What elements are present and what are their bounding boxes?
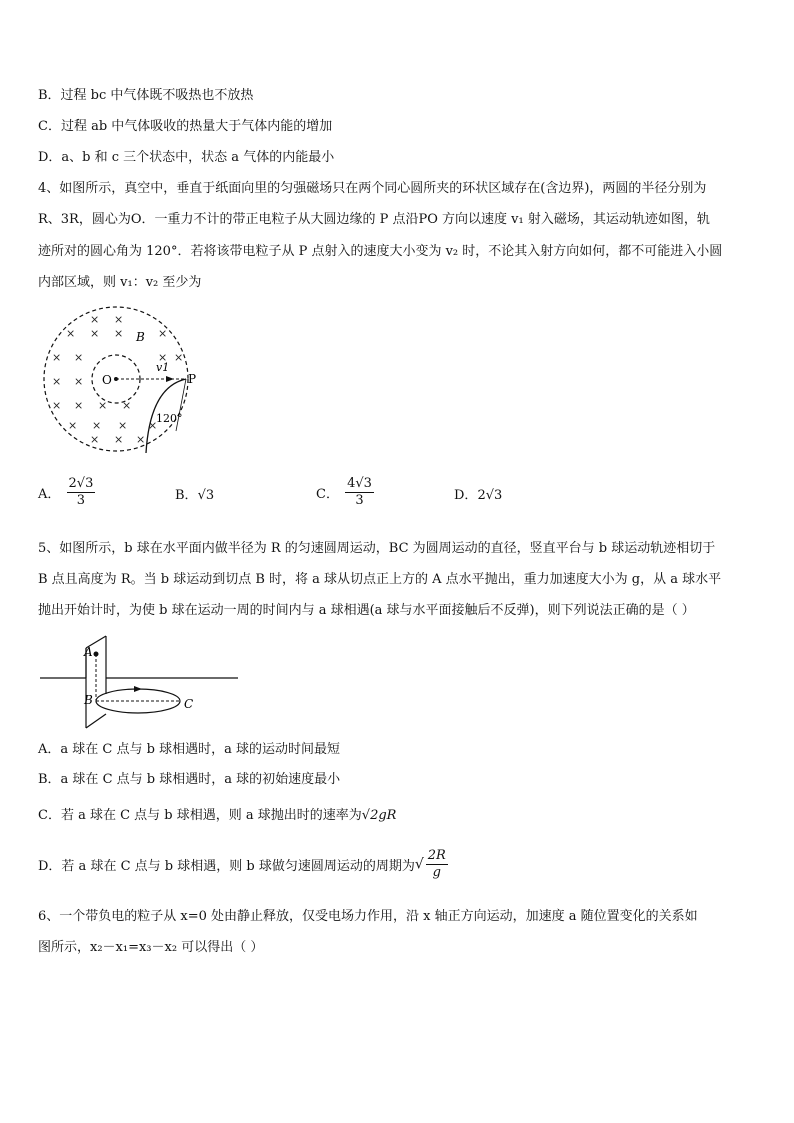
q5-fig-label-a: A [84,645,93,659]
q4-choice-b-value: √3 [197,488,215,503]
q4-fig-label-v1: v1 [156,361,170,374]
svg-text:×: × [122,399,132,412]
svg-text:×: × [92,419,102,432]
svg-text:×: × [158,327,168,340]
q4-line3: 迹所对的圆心角为 120°．若将该带电粒子从 P 点射入的速度大小变为 v₂ 时，不论其入射方向如何，都不可能进入小圆 [38,244,723,259]
svg-text:×: × [114,433,124,446]
q4-fig-label-angle: 120° [156,412,183,425]
q4-fig-label-p: P [188,372,197,386]
q5-option-d-num: 2R [427,848,446,863]
option-c-prev: C．过程 ab 中气体吸收的热量大于气体内能的增加 [38,119,333,134]
svg-text:×: × [74,351,84,364]
svg-text:×: × [52,399,62,412]
q4-choice-c[interactable]: C． $\frac{4√3}{3}$ [316,476,372,508]
q4-choice-a[interactable]: A． $\frac{2√3}{3}$ [38,476,94,508]
svg-text:×: × [118,419,128,432]
svg-text:×: × [90,433,100,446]
q5-fig-label-c: C [184,697,194,711]
svg-text:×: × [174,351,184,364]
q4-fig-label-b: B [136,330,145,344]
q6-line1: 6、一个带负电的粒子从 x=0 处由静止释放，仅受电场力作用，沿 x 轴正方向运动，加速度 a 随位置变化的关系如 [38,909,698,924]
q6-line2: 图所示，x₂－x₁=x₃－x₂ 可以得出（ ） [38,940,264,955]
svg-text:×: × [158,351,168,364]
q5-option-c-expr: √2gR [361,808,397,823]
q5-option-b[interactable]: B．a 球在 C 点与 b 球相遇时，a 球的初始速度最小 [38,772,341,787]
svg-text:×: × [52,375,62,388]
svg-text:×: × [148,419,158,432]
q4-choice-a-num: 2√3 [68,476,94,491]
q4-choice-a-den: 3 [76,493,86,508]
q5-line1: 5、如图所示，b 球在水平面内做半径为 R 的匀速圆周运动，BC 为圆周运动的直径，竖直平台与 b 球运动轨迹相切于 [38,541,716,556]
q4-choice-d-value: 2√3 [477,488,503,503]
svg-text:×: × [98,399,108,412]
q4-choice-b[interactable]: B．√3 [175,488,215,503]
svg-text:×: × [74,375,84,388]
q4-choice-d[interactable]: D．2√3 [454,488,503,503]
svg-text:×: × [90,327,100,340]
svg-text:×: × [114,327,124,340]
q4-choice-c-num: 4√3 [347,476,372,491]
svg-text:×: × [90,313,100,326]
q4-line1: 4、如图所示，真空中，垂直于纸面向里的匀强磁场只在两个同心圆所夹的环状区域存在(含边界)，两圆的半径分别为 [38,181,707,196]
svg-text:×: × [136,433,146,446]
q5-fig-label-b: B [84,693,93,707]
q4-fig-label-o: O [102,373,112,387]
q4-magnetic-field-figure [38,305,198,455]
q4-line2: R、3R，圆心为O．一重力不计的带正电粒子从大圆边缘的 P 点沿PO 方向以速度 v₁ 射入磁场，其运动轨迹如图，轨 [38,212,710,227]
option-b-prev: B．过程 bc 中气体既不吸热也不放热 [38,88,254,103]
option-d-prev: D．a、b 和 c 三个状态中，状态 a 气体的内能最小 [38,150,335,165]
svg-text:×: × [68,419,78,432]
q5-option-a[interactable]: A．a 球在 C 点与 b 球相遇时，a 球的运动时间最短 [38,742,340,757]
svg-text:×: × [74,399,84,412]
q5-line3: 抛出开始计时，为使 b 球在运动一周的时间内与 a 球相遇(a 球与水平面接触后不反弹)，则下列说法正确的是（ ） [38,603,695,618]
svg-text:×: × [66,327,76,340]
q5-option-d[interactable]: D．若 a 球在 C 点与 b 球相遇，则 b 球做匀速圆周运动的周期为√ $\frac{2R}{g}$ [38,848,446,880]
q5-option-d-den: g [432,865,441,880]
q5-line2: B 点且高度为 R。当 b 球运动到切点 B 时，将 a 球从切点正上方的 A 点水平抛出，重力加速度大小为 g，从 a 球水平 [38,572,722,587]
q4-choice-c-den: 3 [355,493,364,508]
svg-text:×: × [52,351,62,364]
svg-text:×: × [114,313,124,326]
q5-option-c[interactable]: C．若 a 球在 C 点与 b 球相遇，则 a 球抛出时的速率为√2gR [38,808,397,823]
q4-line4: 内部区域，则 v₁：v₂ 至少为 [38,275,202,290]
q5-platform-figure [38,634,248,730]
